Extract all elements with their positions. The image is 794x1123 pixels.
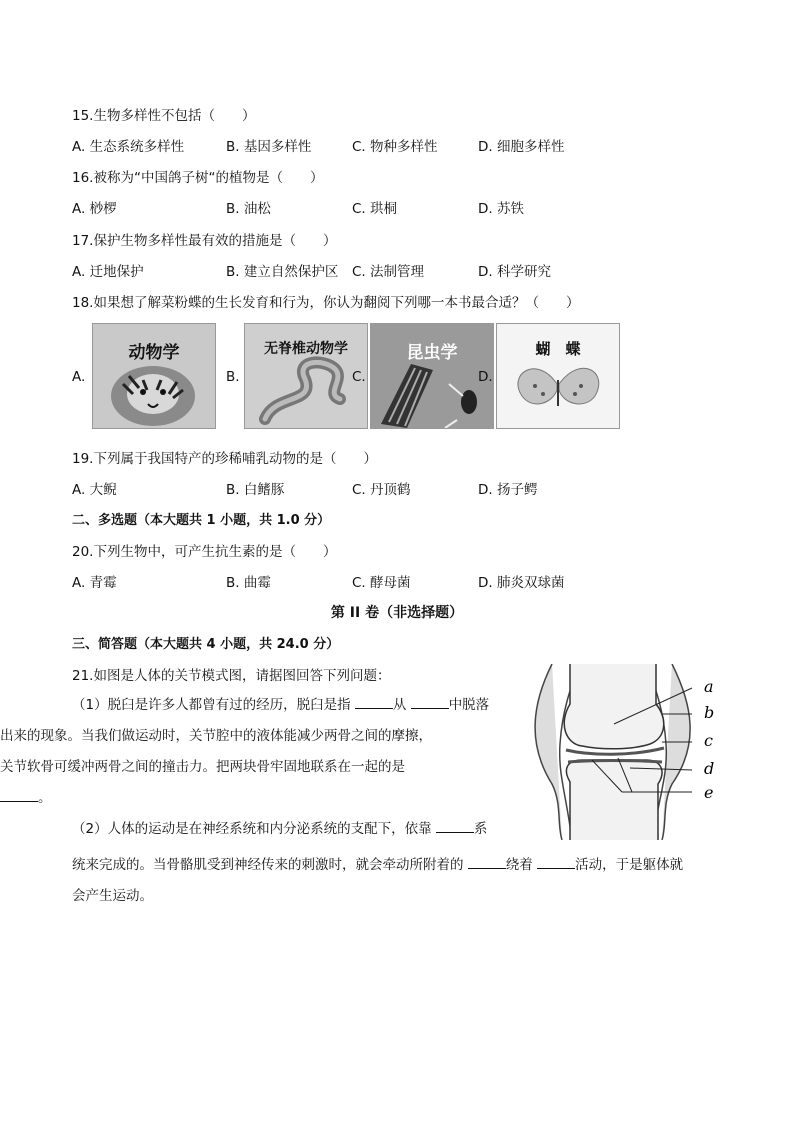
q17-stem: 17.保护生物多样性最有效的措施是（ ） <box>72 233 337 249</box>
q15-stem: 15.生物多样性不包括（ ） <box>72 108 256 124</box>
book-cover-invertebrate <box>244 323 368 429</box>
q20-option-d: D. 肺炎双球菌 <box>478 575 565 591</box>
q21-part2-text-f: 会产生运动。 <box>72 888 153 904</box>
diagram-label-d: d <box>704 759 715 778</box>
book-title: 昆虫学 <box>406 343 458 363</box>
q21-part1-text-c: 中脱落 <box>448 697 490 713</box>
q18-option-a-label: A. <box>72 369 86 385</box>
q16-option-d: D. 苏铁 <box>478 201 524 217</box>
q21-part1 <box>0 690 522 814</box>
q21-stem: 21.如图是人体的关节模式图，请据图回答下列问题： <box>72 668 391 684</box>
joint-diagram <box>522 664 732 840</box>
q20-stem: 20.下列生物中，可产生抗生素的是（ ） <box>72 544 337 560</box>
q21-part2-text-e: 活动，于是躯体就 <box>575 857 684 873</box>
q20-option-c: C. 酵母菌 <box>352 575 411 591</box>
q20-option-a: A. 青霉 <box>72 575 117 591</box>
q17-option-c: C. 法制管理 <box>352 264 425 280</box>
section-heading-short-answer: 三、简答题（本大题共 4 小题，共 24.0 分） <box>72 637 340 652</box>
q17-option-d: D. 科学研究 <box>478 264 551 280</box>
q21-part1-text-e: 关节软骨可缓冲两骨之间的撞击力。把两块骨牢固地联系在一起的是 <box>0 759 405 775</box>
book-cover-entomology <box>370 323 494 429</box>
q21-part1-text-d: 出来的现象。当我们做运动时，关节腔中的液体能减少两骨之间的摩擦， <box>0 728 432 744</box>
answer-blank-3[interactable] <box>0 789 38 802</box>
answer-blank-4[interactable] <box>436 820 474 833</box>
q15-option-b: B. 基因多样性 <box>226 139 312 155</box>
part-two-title: 第 II 卷（非选择题） <box>330 605 464 621</box>
q15-option-a: A. 生态系统多样性 <box>72 139 185 155</box>
diagram-label-b: b <box>704 703 715 722</box>
answer-blank-5[interactable] <box>468 856 506 869</box>
q18-option-d-label: D. <box>478 369 493 385</box>
book-cover-butterfly <box>496 323 620 429</box>
q21-part2-text-c: 统来完成的。当骨骼肌受到神经传来的刺激时，就会牵动所附着的 <box>72 857 464 873</box>
section-heading-multi-choice: 二、多选题（本大题共 1 小题，共 1.0 分） <box>72 513 331 528</box>
q17-option-b: B. 建立自然保护区 <box>226 264 339 280</box>
q19-option-d: D. 扬子鳄 <box>478 482 538 498</box>
q15-option-d: D. 细胞多样性 <box>478 139 565 155</box>
q21-part2-text-b: 系 <box>473 821 488 837</box>
book-cover-zoology <box>92 323 216 429</box>
q16-option-a: A. 桫椤 <box>72 201 117 217</box>
q16-stem: 16.被称为“中国鸽子树“的植物是（ ） <box>72 170 324 186</box>
q18-option-b-label: B. <box>226 369 240 385</box>
diagram-label-e: e <box>704 783 714 802</box>
q19-option-a: A. 大鲵 <box>72 482 117 498</box>
q20-option-b: B. 曲霉 <box>226 575 271 591</box>
q21-part2-line2 <box>72 853 683 873</box>
q17-option-a: A. 迁地保护 <box>72 264 144 280</box>
answer-blank-2[interactable] <box>411 696 449 709</box>
q16-option-c: C. 珙桐 <box>352 201 398 217</box>
q21-part2-text-d: 绕着 <box>505 857 533 873</box>
diagram-label-c: c <box>704 731 713 750</box>
q19-stem: 19.下列属于我国特产的珍稀哺乳动物的是（ ） <box>72 451 377 467</box>
q18-option-c-label: C. <box>352 369 366 385</box>
q21-part2-text-a: （2）人体的运动是在神经系统和内分泌系统的支配下，依靠 <box>72 821 432 837</box>
q19-option-b: B. 白鳍豚 <box>226 482 285 498</box>
diagram-label-a: a <box>704 677 714 696</box>
q19-option-c: C. 丹顶鹤 <box>352 482 411 498</box>
q21-part1-text-b: 从 <box>392 697 407 713</box>
q18-stem: 18.如果想了解菜粉蝶的生长发育和行为，你认为翻阅下列哪一本书最合适？（ ） <box>72 295 580 311</box>
answer-blank-1[interactable] <box>355 696 393 709</box>
q21-part1-text-f: 。 <box>38 790 52 806</box>
book-title: 无脊椎动物学 <box>264 341 348 357</box>
q15-option-c: C. 物种多样性 <box>352 139 438 155</box>
q16-option-b: B. 油松 <box>226 201 271 217</box>
q21-part1-text-a: （1）脱臼是许多人都曾有过的经历，脱臼是指 <box>72 697 351 713</box>
answer-blank-6[interactable] <box>537 856 575 869</box>
book-title: 动物学 <box>128 343 180 363</box>
q21-part2 <box>72 814 532 845</box>
book-title: 蝴 蝶 <box>535 340 581 358</box>
